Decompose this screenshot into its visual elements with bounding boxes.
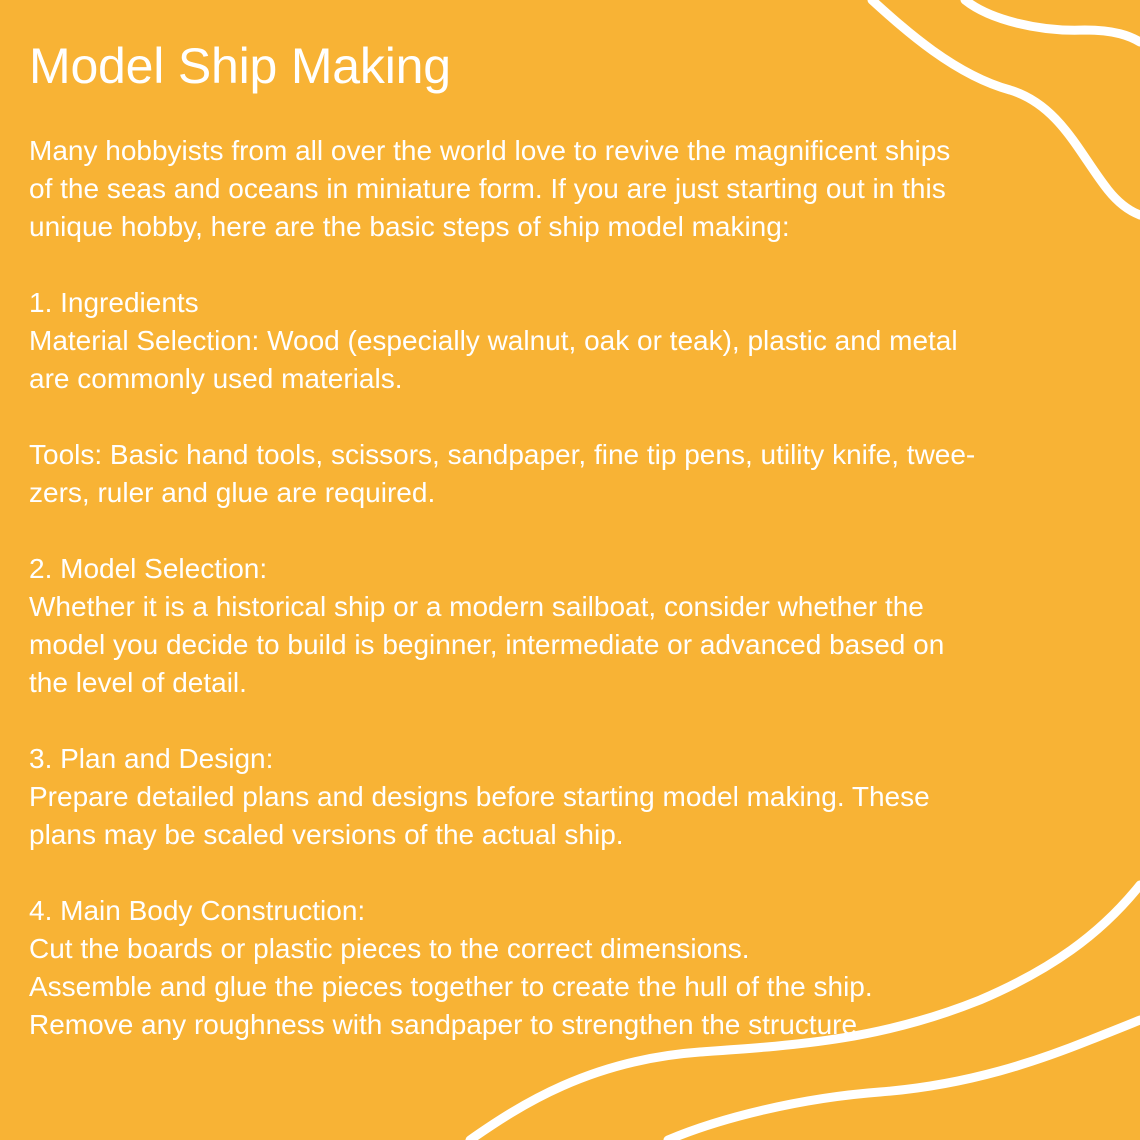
document-body [29,38,1114,1044]
step-section [29,740,1114,854]
step-section [29,892,1114,1044]
step-text-line: Material Selection: Wood (especially walnut, oak or teak), plastic and metal [29,325,958,356]
step-text-line: zers, ruler and glue are required. [29,477,436,508]
step-text-line: Prepare detailed plans and designs before starting model making. These [29,781,930,812]
step-heading: 2. Model Selection: [29,553,268,584]
steps-list [29,284,1114,1044]
step-text-line: Assemble and glue the pieces together to create the hull of the ship. [29,971,873,1002]
step-text-line: Cut the boards or plastic pieces to the correct dimensions. [29,933,750,964]
step-text-line: plans may be scaled versions of the actual ship. [29,819,624,850]
step-text-line: Whether it is a historical ship or a modern sailboat, consider whether the [29,591,924,622]
wave-top-inner [965,0,1140,42]
step-text-line: are commonly used materials. [29,363,403,394]
step-section [29,436,1114,512]
step-section [29,550,1114,702]
step-text-line: Tools: Basic hand tools, scissors, sandpaper, fine tip pens, utility knife, twee- [29,439,976,470]
step-heading: 4. Main Body Construction: [29,895,366,926]
step-heading: 1. Ingredients [29,287,199,318]
step-heading: 3. Plan and Design: [29,743,274,774]
page-title: Model Ship Making [29,38,451,94]
step-text-line: the level of detail. [29,667,247,698]
step-text-line: Remove any roughness with sandpaper to strengthen the structure. [29,1009,865,1040]
intro-paragraph: Many hobbyists from all over the world love to revive the magnificent ships of the seas and oceans in miniature form. If you are just starting out in this unique hobby, here are the basic steps of ship model making: [29,135,951,242]
step-section [29,284,1114,398]
step-text-line: model you decide to build is beginner, intermediate or advanced based on [29,629,945,660]
